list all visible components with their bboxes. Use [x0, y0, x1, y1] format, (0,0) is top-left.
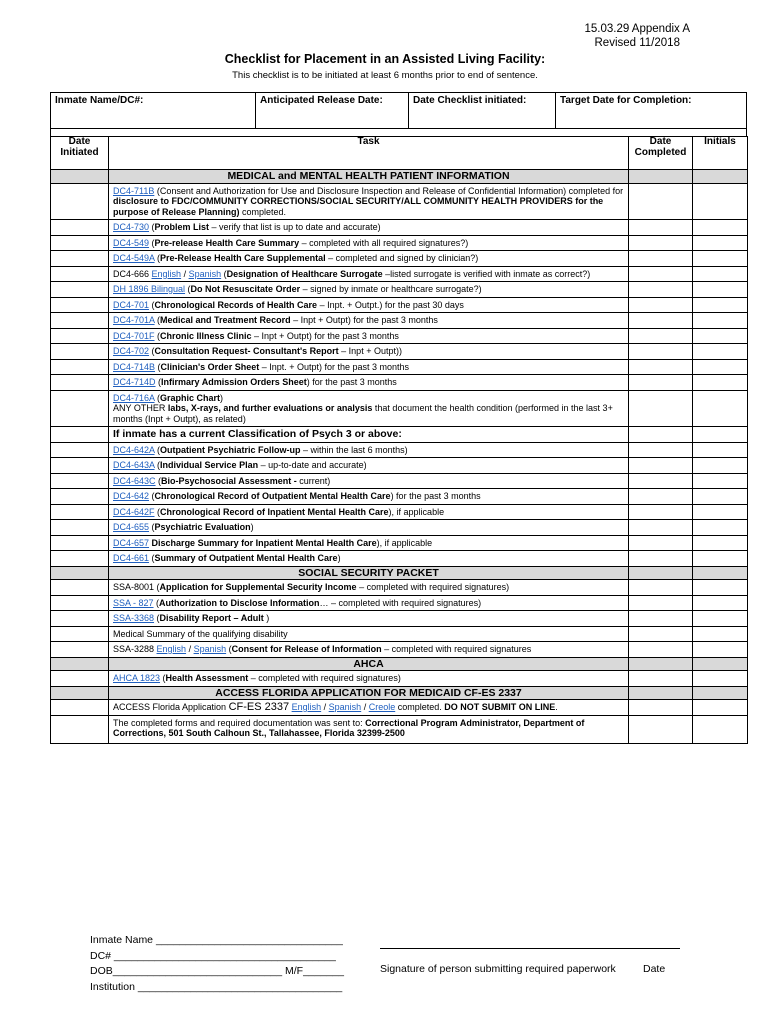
table-row: SSA - 827 (Authorization to Disclose Information… – completed with required signatures) [51, 595, 748, 611]
section-access: ACCESS FLORIDA APPLICATION FOR MEDICAID CF-ES 2337 [109, 686, 629, 700]
dob-line[interactable]: DOB_____________________________ M/F_______ [90, 965, 344, 977]
table-row: SSA-3368 (Disability Report – Adult ) [51, 611, 748, 627]
institution-line[interactable]: Institution ___________________________________ [90, 980, 343, 993]
form-link[interactable]: SSA - 827 [113, 597, 154, 608]
form-link[interactable]: DH 1896 Bilingual [113, 284, 186, 294]
form-link[interactable]: DC4-730 [113, 222, 150, 232]
header-row [51, 137, 748, 170]
form-link[interactable]: AHCA 1823 [113, 673, 161, 683]
release-date-field[interactable]: Anticipated Release Date: [256, 93, 409, 129]
spanish-link[interactable]: Spanish [188, 268, 222, 279]
revision-date: Revised 11/2018 [594, 37, 680, 49]
table-row: DC4-714D (Infirmary Admission Orders Sheet) for the past 3 months [51, 375, 748, 391]
table-row: DC4-701 (Chronological Records of Health Care – Inpt. + Outpt.) for the past 30 days [51, 297, 748, 313]
col-date-initiated: Date Initiated [51, 137, 109, 170]
form-link[interactable]: DC4-655 [113, 522, 150, 532]
table-row: AHCA 1823 (Health Assessment – completed with required signatures) [51, 671, 748, 687]
english-link[interactable]: English [291, 702, 322, 712]
creole-link[interactable]: Creole [368, 702, 396, 712]
table-row: DC4-642A (Outpatient Psychiatric Follow-up – within the last 6 months) [51, 442, 748, 458]
form-link[interactable]: DC4-661 [113, 553, 150, 563]
english-link[interactable]: English [151, 268, 182, 279]
table-row: DC4-666 English / Spanish (Designation of Healthcare Surrogate –listed surrogate is verified with inmate as correct?) [51, 266, 748, 282]
table-row: SSA-8001 (Application for Supplemental Security Income – completed with required signatures) [51, 580, 748, 596]
table-row: DC4-549 (Pre-release Health Care Summary – completed with all required signatures?) [51, 235, 748, 251]
form-link[interactable]: DC4-643A [113, 460, 155, 470]
date-label: Date [643, 963, 666, 975]
section-ahca: AHCA [109, 657, 629, 671]
form-link[interactable]: DC4-714D [113, 377, 156, 387]
signature-line[interactable] [380, 948, 680, 949]
table-row: DC4-643A (Individual Service Plan – up-to-date and accurate) [51, 458, 748, 474]
col-initials: Initials [693, 137, 748, 170]
section-psych: If inmate has a current Classification of Psych 3 or above: [109, 427, 629, 443]
form-link[interactable]: DC4-714B [113, 361, 156, 372]
section-ssa: SOCIAL SECURITY PACKET [109, 566, 629, 580]
table-row: DC4-702 (Consultation Request- Consultant's Report – Inpt + Outpt)) [51, 344, 748, 360]
form-link[interactable]: DC4-549A [113, 253, 155, 263]
form-link[interactable]: DC4-642A [113, 444, 155, 455]
table-row: ACCESS Florida Application CF-ES 2337 English / Spanish / Creole completed. DO NOT SUBMIT ON LINE. [51, 700, 748, 716]
col-task: Task [109, 137, 629, 170]
table-row: DC4-711B (Consent and Authorization for Use and Disclosure Inspection and Release of Confidential Information) completed for disclosure to FDC/COMMUNITY CORRECTIONS/SOCIAL SECURITY/ALL COMMUNITY HEALTH PROVIDERS for the purpose of Release Planning) completed. [51, 183, 748, 220]
target-date-field[interactable]: Target Date for Completion: [556, 93, 747, 129]
inmate-name-line[interactable]: Inmate Name ________________________________ [90, 934, 343, 946]
table-row: DC4-661 (Summary of Outpatient Mental Health Care) [51, 551, 748, 567]
table-row: DC4-642F (Chronological Record of Inpatient Mental Health Care), if applicable [51, 504, 748, 520]
table-row: DC4-657 Discharge Summary for Inpatient Mental Health Care), if applicable [51, 535, 748, 551]
inmate-name-field[interactable]: Inmate Name/DC#: [51, 93, 256, 129]
dc-line[interactable]: DC# ______________________________________ [90, 949, 336, 962]
section-medical: MEDICAL and MENTAL HEALTH PATIENT INFORMATION [109, 170, 629, 184]
form-link[interactable]: DC4-702 [113, 346, 150, 356]
table-row: The completed forms and required documentation was sent to: Correctional Program Administrator, Department of Corrections, 501 South Calhoun St., Tallahassee, Florida 32399-2500 [51, 715, 748, 743]
form-link[interactable]: DC4-701 [113, 299, 150, 310]
form-link[interactable]: DC4-549 [113, 237, 150, 248]
table-row: SSA-3288 English / Spanish (Consent for Release of Information – completed with required signatures [51, 642, 748, 658]
checklist-initiated-field[interactable]: Date Checklist initiated: [409, 93, 556, 129]
form-link[interactable]: DC4-711B [113, 185, 155, 196]
form-link[interactable]: SSA-3368 [113, 613, 155, 623]
table-row: DC4-701A (Medical and Treatment Record – Inpt + Outpt) for the past 3 months [51, 313, 748, 329]
form-link[interactable]: DC4-701A [113, 315, 155, 325]
page-subtitle: This checklist is to be initiated at least 6 months prior to end of sentence. [232, 70, 538, 81]
checklist-table [50, 136, 748, 744]
col-date-completed: Date Completed [629, 137, 693, 170]
form-link[interactable]: DC4-716A [113, 392, 155, 403]
table-row: DC4-701F (Chronic Illness Clinic – Inpt + Outpt) for the past 3 months [51, 328, 748, 344]
signature-label: Signature of person submitting required paperwork [380, 963, 616, 975]
table-row: DC4-643C (Bio-Psychosocial Assessment - current) [51, 473, 748, 489]
form-link[interactable]: DC4-657 [113, 537, 150, 548]
english-link[interactable]: English [156, 644, 187, 654]
table-row: DC4-642 (Chronological Record of Outpatient Mental Health Care) for the past 3 months [51, 489, 748, 505]
spanish-link[interactable]: Spanish [193, 644, 227, 654]
table-row: DH 1896 Bilingual (Do Not Resuscitate Order – signed by inmate or healthcare surrogate?) [51, 282, 748, 298]
page-title: Checklist for Placement in an Assisted Living Facility: [224, 52, 546, 66]
form-link[interactable]: DC4-701F [113, 330, 155, 341]
form-link[interactable]: DC4-643C [113, 475, 156, 486]
table-row: DC4-549A (Pre-Release Health Care Supplemental – completed and signed by clinician?) [51, 251, 748, 267]
form-link[interactable]: DC4-642F [113, 506, 155, 517]
form-link[interactable]: DC4-642 [113, 491, 150, 501]
table-row: DC4-716A (Graphic Chart) ANY OTHER labs, X-rays, and further evaluations or analysis that document the health condition (performed in the last 3+ months (Inpt + Outpt), as related) [51, 390, 748, 427]
document-reference [584, 22, 690, 50]
inmate-info-footer [90, 933, 344, 995]
table-row: Medical Summary of the qualifying disability [51, 626, 748, 642]
table-row: DC4-655 (Psychiatric Evaluation) [51, 520, 748, 536]
spanish-link[interactable]: Spanish [328, 702, 362, 712]
table-row: DC4-714B (Clinician's Order Sheet – Inpt. + Outpt) for the past 3 months [51, 359, 748, 375]
table-row: DC4-730 (Problem List – verify that list is up to date and accurate) [51, 220, 748, 236]
appendix-label: 15.03.29 Appendix A [584, 23, 690, 35]
